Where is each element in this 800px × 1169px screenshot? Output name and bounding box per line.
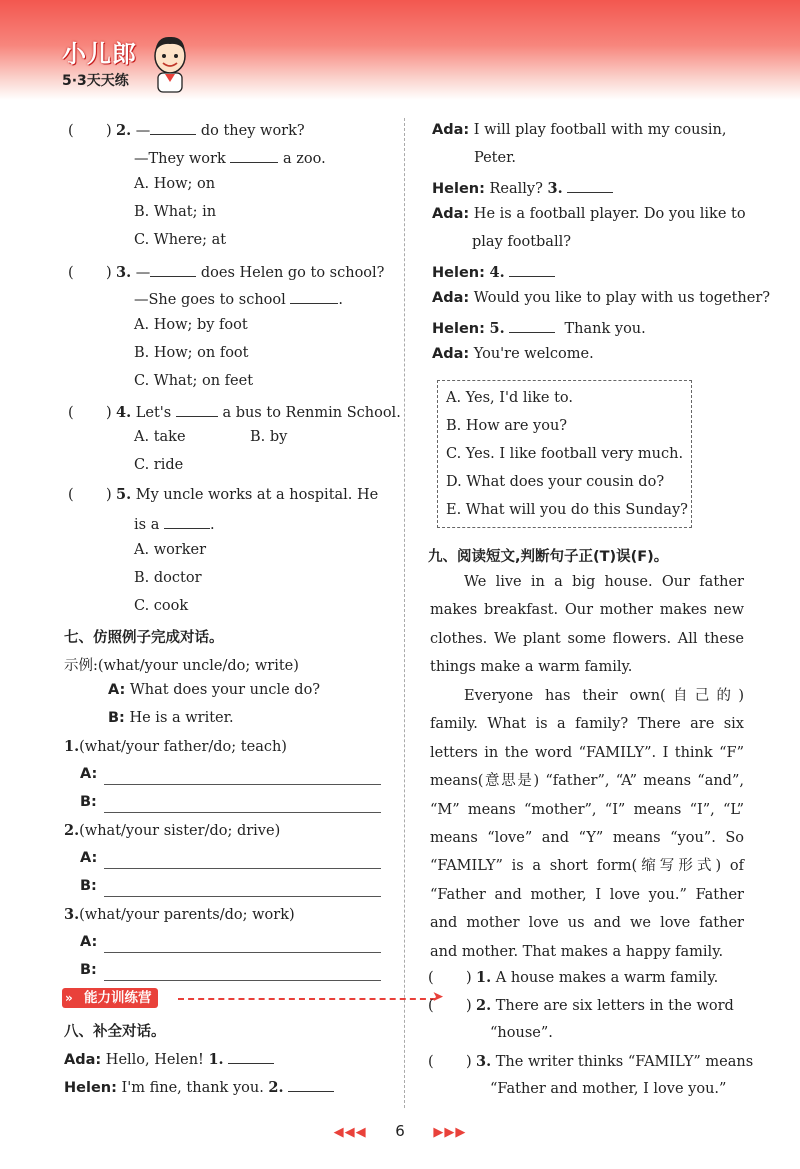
option-a: A. How; by foot [134, 317, 248, 333]
item-3-a-label: A: [80, 934, 98, 950]
ability-tag: » 能力训练营 [62, 988, 158, 1008]
example-a: A: What does your uncle do? [108, 682, 321, 698]
option-c: C. Where; at [134, 232, 227, 248]
dialogue-line-3-cont: Peter. [474, 150, 517, 166]
dialogue-line-7: Ada: Would you like to play with us together? [432, 290, 771, 306]
answer-blank[interactable] [230, 148, 278, 163]
option-item: A. Yes, I'd like to. [446, 390, 574, 406]
item-2-a-answer-line[interactable] [104, 868, 381, 869]
option-a: A. take [134, 429, 186, 445]
option-item: E. What will you do this Sunday? [446, 502, 688, 518]
answer-blank[interactable] [150, 262, 196, 277]
divider [178, 998, 436, 1000]
answer-blank[interactable] [228, 1049, 274, 1064]
answer-paren: ( ) [68, 405, 112, 421]
double-chevron-icon: » [65, 991, 73, 1005]
item-3-b-label: B: [80, 962, 97, 978]
option-item: B. How are you? [446, 418, 568, 434]
passage-paragraph-1: We live in a big house. Our father makes breakfast. Our mother makes new clothes. We plant some flowers. All these things make a warm family. [430, 574, 744, 676]
answer-paren: ( ) [68, 487, 112, 503]
arrow-right-icon: ➤ [432, 989, 444, 1005]
dialogue-line-6: Helen: 4. [432, 262, 555, 281]
dialogue-line-5: Ada: He is a football player. Do you like to [432, 206, 746, 222]
question-2-line2: —They work a zoo. [134, 148, 326, 167]
next-arrows-icon: ▶▶▶ [433, 1125, 467, 1140]
answer-blank[interactable] [150, 120, 196, 135]
question-3-line2: —She goes to school . [134, 289, 343, 308]
dialogue-line-3: Ada: I will play football with my cousin, [432, 122, 727, 138]
tf-question-3-cont: “Father and mother, I love you.” [490, 1081, 727, 1097]
option-item: D. What does your cousin do? [446, 474, 665, 490]
section-9-title: 九、阅读短文,判断句子正(T)误(F)。 [428, 549, 669, 565]
question-3: ( ) 3. — does Helen go to school? [68, 264, 385, 281]
option-c: C. What; on feet [134, 373, 254, 389]
item-1-prompt: 1.(what/your father/do; teach) [64, 738, 287, 755]
question-5: ( ) 5. My uncle works at a hospital. He [68, 486, 379, 503]
prev-arrows-icon: ◀◀◀ [333, 1125, 367, 1140]
answer-paren[interactable]: ( ) [428, 1054, 472, 1070]
item-1-a-label: A: [80, 766, 98, 782]
passage-paragraph-2: Everyone has their own(自己的) family. What is a family? There are six letters in the word “FAMILY”. I think “F” means(意思是) “father”, “A” means “and”, “M” means “mother”, “I” means “I”, “L” means “love” and “Y” means “you”. So “FAMILY” is a short form(缩写形式) of “Father and mother, I love you.” Father and mother love us and we love father and mother. That makes a happy family. [430, 688, 744, 960]
option-b: B. What; in [134, 204, 217, 220]
option-b: B. by [250, 429, 288, 445]
option-a: A. How; on [134, 176, 216, 192]
answer-paren: ( ) [68, 123, 112, 139]
option-a: A. worker [134, 542, 207, 558]
option-b: B. doctor [134, 570, 202, 586]
question-2: ( ) 2. — do they work? [68, 122, 305, 139]
answer-blank[interactable] [567, 178, 613, 193]
tf-question-1: ( ) 1. A house makes a warm family. [428, 969, 719, 986]
item-2-a-label: A: [80, 850, 98, 866]
answer-paren[interactable]: ( ) [428, 970, 472, 986]
item-2-prompt: 2.(what/your sister/do; drive) [64, 822, 281, 839]
section-7-title: 七、仿照例子完成对话。 [64, 630, 224, 646]
question-4: ( ) 4. Let's a bus to Renmin School. [68, 404, 401, 421]
brand-name: 小儿郎 [62, 40, 137, 68]
page-footer [0, 1122, 800, 1140]
answer-blank[interactable] [176, 402, 218, 417]
option-item: C. Yes. I like football very much. [446, 446, 684, 462]
tf-question-2-cont: “house”. [490, 1025, 553, 1041]
option-c: C. ride [134, 457, 184, 473]
dialogue-line-2: Helen: I'm fine, thank you. 2. [64, 1077, 334, 1096]
answer-blank[interactable] [509, 262, 555, 277]
brand-logo [58, 30, 198, 100]
question-5-line2: is a . [134, 514, 215, 533]
section-8-title: 八、补全对话。 [64, 1024, 166, 1040]
answer-paren[interactable]: ( ) [428, 998, 472, 1014]
option-b: B. How; on foot [134, 345, 249, 361]
item-1-b-answer-line[interactable] [104, 812, 381, 813]
dialogue-line-9: Ada: You're welcome. [432, 346, 594, 362]
item-2-b-label: B: [80, 878, 97, 894]
item-3-prompt: 3.(what/your parents/do; work) [64, 906, 295, 923]
example-b: B: He is a writer. [108, 710, 234, 726]
tf-question-3: ( ) 3. The writer thinks “FAMILY” means [428, 1053, 754, 1070]
dialogue-line-4: Helen: Really? 3. [432, 178, 613, 197]
item-1-b-label: B: [80, 794, 97, 810]
item-3-b-answer-line[interactable] [104, 980, 381, 981]
mascot-boy-icon [148, 32, 192, 94]
tf-question-2: ( ) 2. There are six letters in the word [428, 997, 734, 1014]
item-2-b-answer-line[interactable] [104, 896, 381, 897]
answer-blank[interactable] [288, 1077, 334, 1092]
column-divider [404, 118, 405, 1108]
answer-blank[interactable] [509, 318, 555, 333]
dialogue-line-1: Ada: Hello, Helen! 1. [64, 1049, 274, 1068]
brand-series: 5·3天天练 [62, 73, 129, 89]
option-c: C. cook [134, 598, 189, 614]
item-3-a-answer-line[interactable] [104, 952, 381, 953]
dialogue-line-8: Helen: 5. Thank you. [432, 320, 646, 337]
answer-blank[interactable] [164, 514, 210, 529]
example-label: 示例:(what/your uncle/do; write) [64, 658, 299, 674]
dialogue-line-5-cont: play football? [472, 234, 571, 250]
item-1-a-answer-line[interactable] [104, 784, 381, 785]
page-number: 6 [395, 1122, 405, 1140]
answer-blank[interactable] [290, 289, 338, 304]
answer-paren: ( ) [68, 265, 112, 281]
